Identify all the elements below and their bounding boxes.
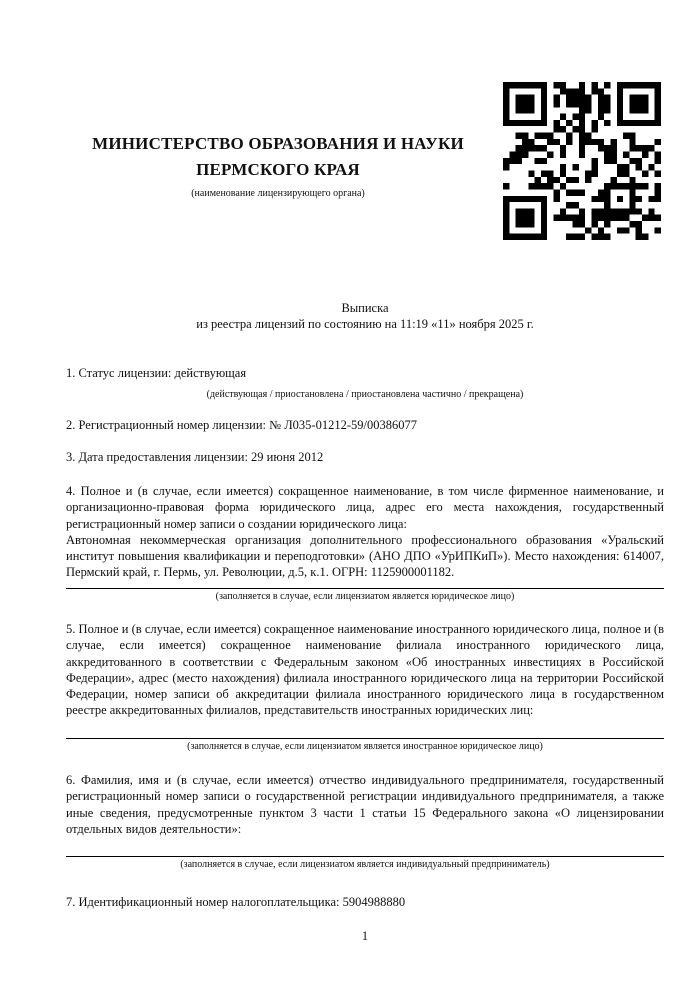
item-4-separator	[66, 588, 664, 603]
item-4-value: Автономная некоммерческая организация дополнительного профессионального образования «Уральский институт повышения квалификации и переподготовки» (АНО ДПО «УрИПКиП»). Место нахождения: 614007, Пермский край, г. Пермь, ул. Революции, д.5, к.1. ОГРН: 1125900001182.	[66, 532, 664, 580]
item-4-caption: (заполняется в случае, если лицензиатом является юридическое лицо)	[215, 590, 515, 602]
item-6-caption: (заполняется в случае, если лицензиатом является индивидуальный предприниматель)	[180, 859, 550, 871]
ministry-name-line2: ПЕРМСКОГО КРАЯ	[196, 160, 360, 179]
ministry-name-line1: МИНИСТЕРСТВО ОБРАЗОВАНИЯ И НАУКИ	[92, 134, 464, 153]
item-5-caption: (заполняется в случае, если лицензиатом является иностранное юридическое лицо)	[187, 740, 543, 752]
qr-code	[503, 82, 661, 240]
item-2-registration-number: 2. Регистрационный номер лицензии: № Л035-01212-59/00386077	[66, 418, 417, 432]
item-7-taxpayer-id: 7. Идентификационный номер налогоплательщика: 5904988880	[66, 895, 406, 909]
item-1-license-status	[66, 365, 664, 401]
item-1-caption: (действующая / приостановлена / приостановлена частично / прекращена)	[206, 389, 524, 401]
item-6-individual-entrepreneur	[66, 772, 664, 871]
item-5-separator	[66, 738, 664, 753]
document-title-line1: Выписка	[341, 301, 389, 315]
ministry-caption: (наименование лицензирующего органа)	[191, 188, 365, 199]
item-5-label: 5. Полное и (в случае, если имеется) сокращенное наименование иностранного юридического лица, полное и (в случае, если имеется) сокращенное наименование филиала иностранного юридического лица, аккредитованного в соответствии с Федеральным законом «Об иностранных инвестициях в Российской Федерации», адрес (место нахождения) филиала иностранного юридического лица на территории Российской Федерации, номер записи об аккредитации филиала иностранного юридического лица в государственном реестре аккредитованных филиалов, представительств иностранных юридических лиц:	[66, 622, 664, 718]
licensing-authority-header	[66, 131, 490, 200]
item-4-legal-entity	[66, 483, 664, 603]
item-6-label: 6. Фамилия, имя и (в случае, если имеется) отчество индивидуального предпринимателя, государственный регистрационный номер записи о государственной регистрации индивидуального предпринимателя, а также иные сведения, предусмотренные пунктом 3 части 1 статьи 15 Федерального закона «О лицензировании отдельных видов деятельности»:	[66, 773, 664, 836]
page-number: 1	[361, 929, 369, 943]
item-6-separator	[66, 856, 664, 871]
document-title	[66, 300, 664, 333]
item-1-text: 1. Статус лицензии: действующая	[66, 366, 247, 380]
item-5-foreign-entity	[66, 621, 664, 753]
document-title-line2: из реестра лицензий по состоянию на 11:19 «11» ноября 2025 г.	[196, 317, 534, 332]
item-4-label: 4. Полное и (в случае, если имеется) сокращенное наименование, в том числе фирменное наименование, и организационно-правовая форма юридического лица, адрес его места нахождения, государственный регистрационный номер записи о создании юридического лица:	[66, 484, 664, 531]
item-3-license-date: 3. Дата предоставления лицензии: 29 июня 2012	[66, 450, 324, 464]
